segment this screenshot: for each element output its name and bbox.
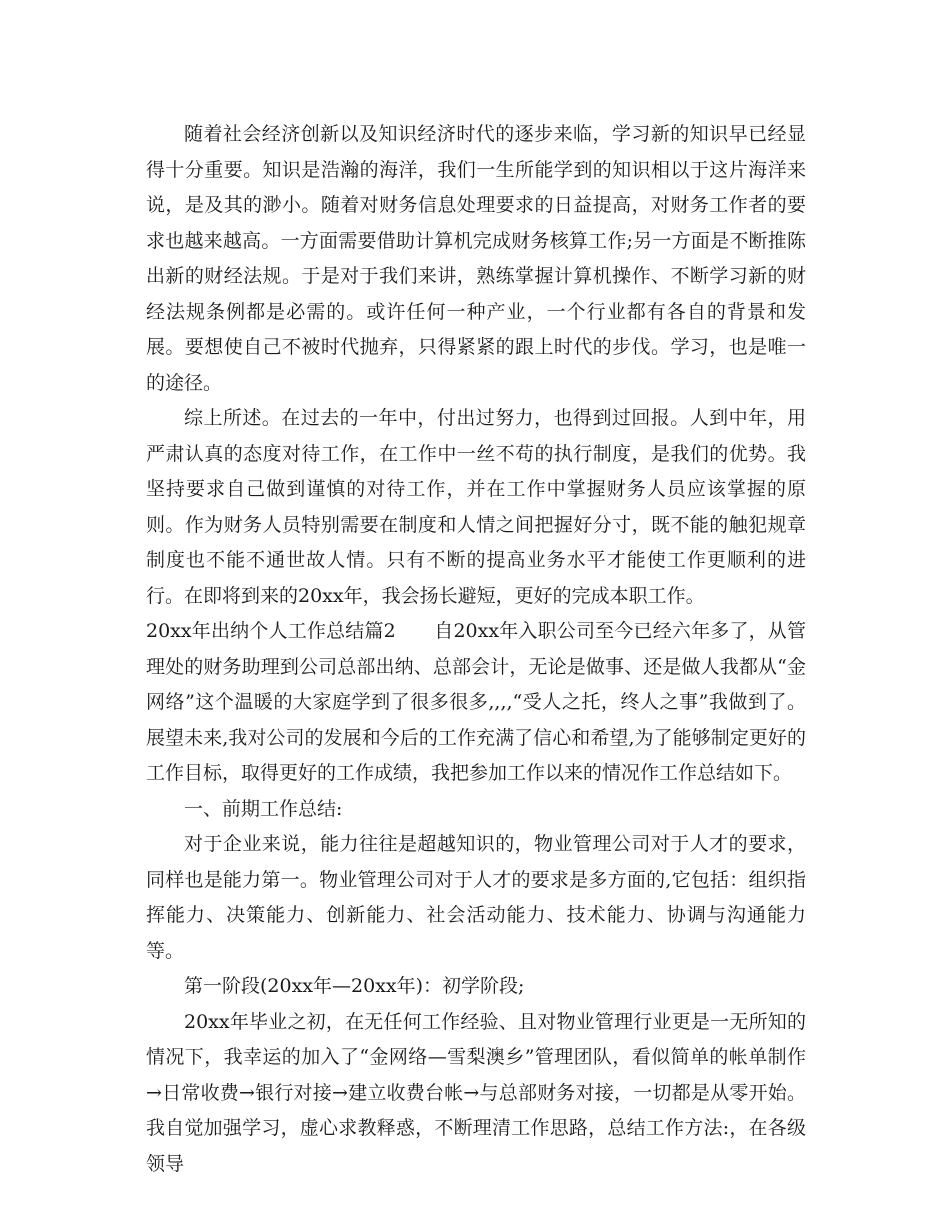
paragraph-article-2-intro: 20xx年出纳个人工作总结篇2 自20xx年入职公司至今已经六年多了，从管理处的财务助理到公司总部出纳、总部会计，无论是做事、还是做人我都从“金网络”这个温暖的大家庭学到了很多很多,,,,“受人之托，终人之事”我做到了。展望未来,我对公司的发展和今后的工作充满了信心和希望,为了能够制定更好的工作目标，取得更好的工作成绩，我把参加工作以来的情况作工作总结如下。 [146, 620, 806, 784]
section-heading-early-work: 一、前期工作总结: [184, 797, 343, 820]
paragraph-ability: 对于企业来说，能力往往是超越知识的，物业管理公司对于人才的要求，同样也是能力第一。物业管理公司对于人才的要求是多方面的,它包括：组织指挥能力、决策能力、创新能力、社会活动能力、技术能力、协调与沟通能力等。 [146, 833, 806, 962]
stage-heading-first: 第一阶段(20xx年—20xx年)：初学阶段; [184, 975, 525, 997]
document-body [146, 117, 806, 1182]
paragraph-summary: 综上所述。在过去的一年中，付出过努力，也得到过回报。人到中年，用严肃认真的态度对待工作，在工作中一丝不苟的执行制度，是我们的优势。我坚持要求自己做到谨慎的对待工作，并在工作中掌握财务人员应该掌握的原则。作为财务人员特别需要在制度和人情之间把握好分寸，既不能的触犯规章制度也不能不通世故人情。只有不断的提高业务水平才能使工作更顺利的进行。在即将到来的20xx年，我会扬长避短，更好的完成本职工作。 [146, 407, 806, 607]
paragraph-first-stage: 20xx年毕业之初，在无任何工作经验、且对物业管理行业更是一无所知的情况下，我幸运的加入了“金网络—雪梨澳乡”管理团队，看似简单的帐单制作→日常收费→银行对接→建立收费台帐→与总部财务对接，一切都是从零开始。我自觉加强学习，虚心求教释惑，不断理清工作思路，总结工作方法:，在各级领导 [146, 1010, 806, 1175]
paragraph-intro-learning: 随着社会经济创新以及知识经济时代的逐步来临，学习新的知识早已经显得十分重要。知识是浩瀚的海洋，我们一生所能学到的知识相以于这片海洋来说，是及其的渺小。随着对财务信息处理要求的日益提高，对财务工作者的要求也越来越高。一方面需要借助计算机完成财务核算工作;另一方面是不断推陈出新的财经法规。于是对于我们来讲，熟练掌握计算机操作、不断学习新的财经法规条例都是必需的。或许任何一种产业，一个行业都有各自的背景和发展。要想使自己不被时代抛弃，只得紧紧的跟上时代的步伐。学习，也是唯一的途径。 [146, 123, 806, 394]
